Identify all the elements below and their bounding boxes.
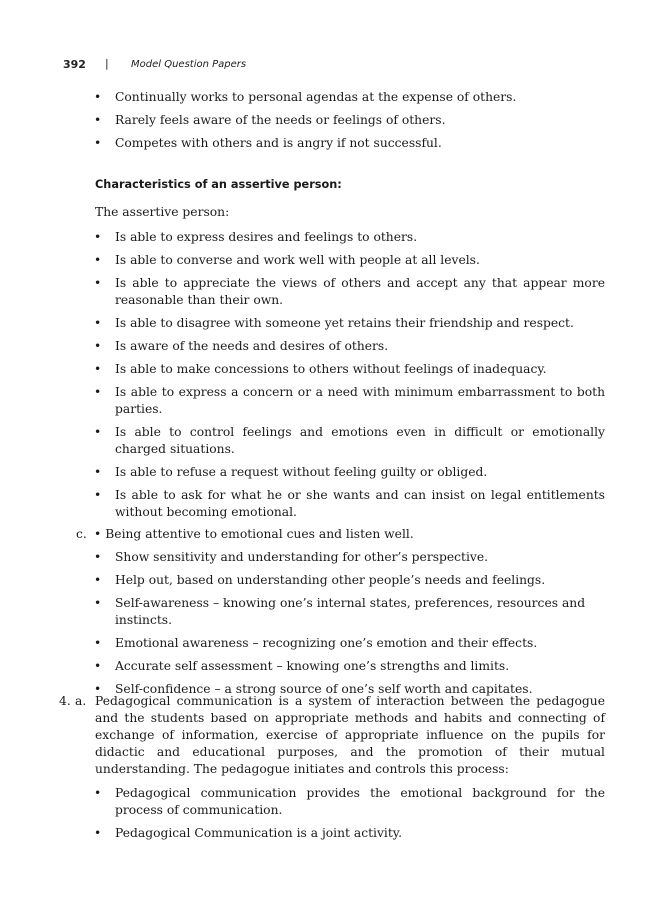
list-item-text: Being attentive to emotional cues and listen well.	[105, 527, 414, 541]
page-number: 392	[63, 58, 86, 71]
list-item: • Pedagogical Communication is a joint activity.	[115, 825, 605, 842]
list-item: • Accurate self assessment – knowing one’s strengths and limits.	[115, 658, 607, 675]
bullet-glyph: •	[94, 527, 102, 541]
list-item: • Is able to converse and work well with people at all levels.	[115, 252, 605, 269]
question-4a-bullet-list	[115, 785, 605, 848]
section-c-bullet-list	[115, 549, 607, 704]
list-item: • Continually works to personal agendas at the expense of others.	[115, 89, 607, 106]
list-item: • Rarely feels aware of the needs or feelings of others.	[115, 112, 607, 129]
list-item: • Is aware of the needs and desires of others.	[115, 338, 605, 355]
list-item: • Show sensitivity and understanding for other’s perspective.	[115, 549, 607, 566]
list-item: • Is able to appreciate the views of others and accept any that appear more reasonable than their own.	[115, 275, 605, 309]
list-item: • Pedagogical communication provides the emotional background for the process of communication.	[115, 785, 605, 819]
list-item: • Is able to ask for what he or she wants and can insist on legal entitlements without becoming emotional.	[115, 487, 605, 521]
section-intro: The assertive person:	[95, 205, 230, 219]
list-item: • Help out, based on understanding other people’s needs and feelings.	[115, 572, 607, 589]
book-title: Model Question Papers	[131, 59, 247, 70]
question-4a-paragraph: Pedagogical communication is a system of interaction between the pedagogue and the students based on appropriate methods and habits and connecting of exchange of information, exercise of appropriate influence on the pupils for didactic and educational purposes, and the promotion of their mutual understanding. The pedagogue initiates and controls this process:	[95, 694, 605, 776]
list-item: • Is able to refuse a request without feeling guilty or obliged.	[115, 464, 605, 481]
list-item: • Is able to express desires and feelings to others.	[115, 229, 605, 246]
running-header	[63, 57, 247, 71]
section-c-marker: c.	[76, 527, 87, 541]
intro-bullet-list	[115, 89, 607, 158]
list-item: • Self-awareness – knowing one’s internal states, preferences, resources and instincts.	[115, 595, 607, 629]
list-item: • Is able to disagree with someone yet retains their friendship and respect.	[115, 315, 605, 332]
section-heading: Characteristics of an assertive person:	[95, 178, 342, 191]
header-separator: |	[105, 57, 109, 70]
list-item: • Competes with others and is angry if not successful.	[115, 135, 607, 152]
list-item: • Is able to control feelings and emotions even in difficult or emotionally charged situations.	[115, 424, 605, 458]
list-item: • Emotional awareness – recognizing one’s emotion and their effects.	[115, 635, 607, 652]
list-item: • Is able to express a concern or a need with minimum embarrassment to both parties.	[115, 384, 605, 418]
section-c-first-item	[94, 526, 414, 543]
question-number: 4.	[59, 694, 71, 708]
assertive-bullet-list	[115, 229, 605, 527]
list-item: • Self-confidence – a strong source of one’s self worth and capitates.	[115, 681, 607, 698]
question-part-marker: a.	[75, 694, 87, 708]
list-item: • Is able to make concessions to others without feelings of inadequacy.	[115, 361, 605, 378]
